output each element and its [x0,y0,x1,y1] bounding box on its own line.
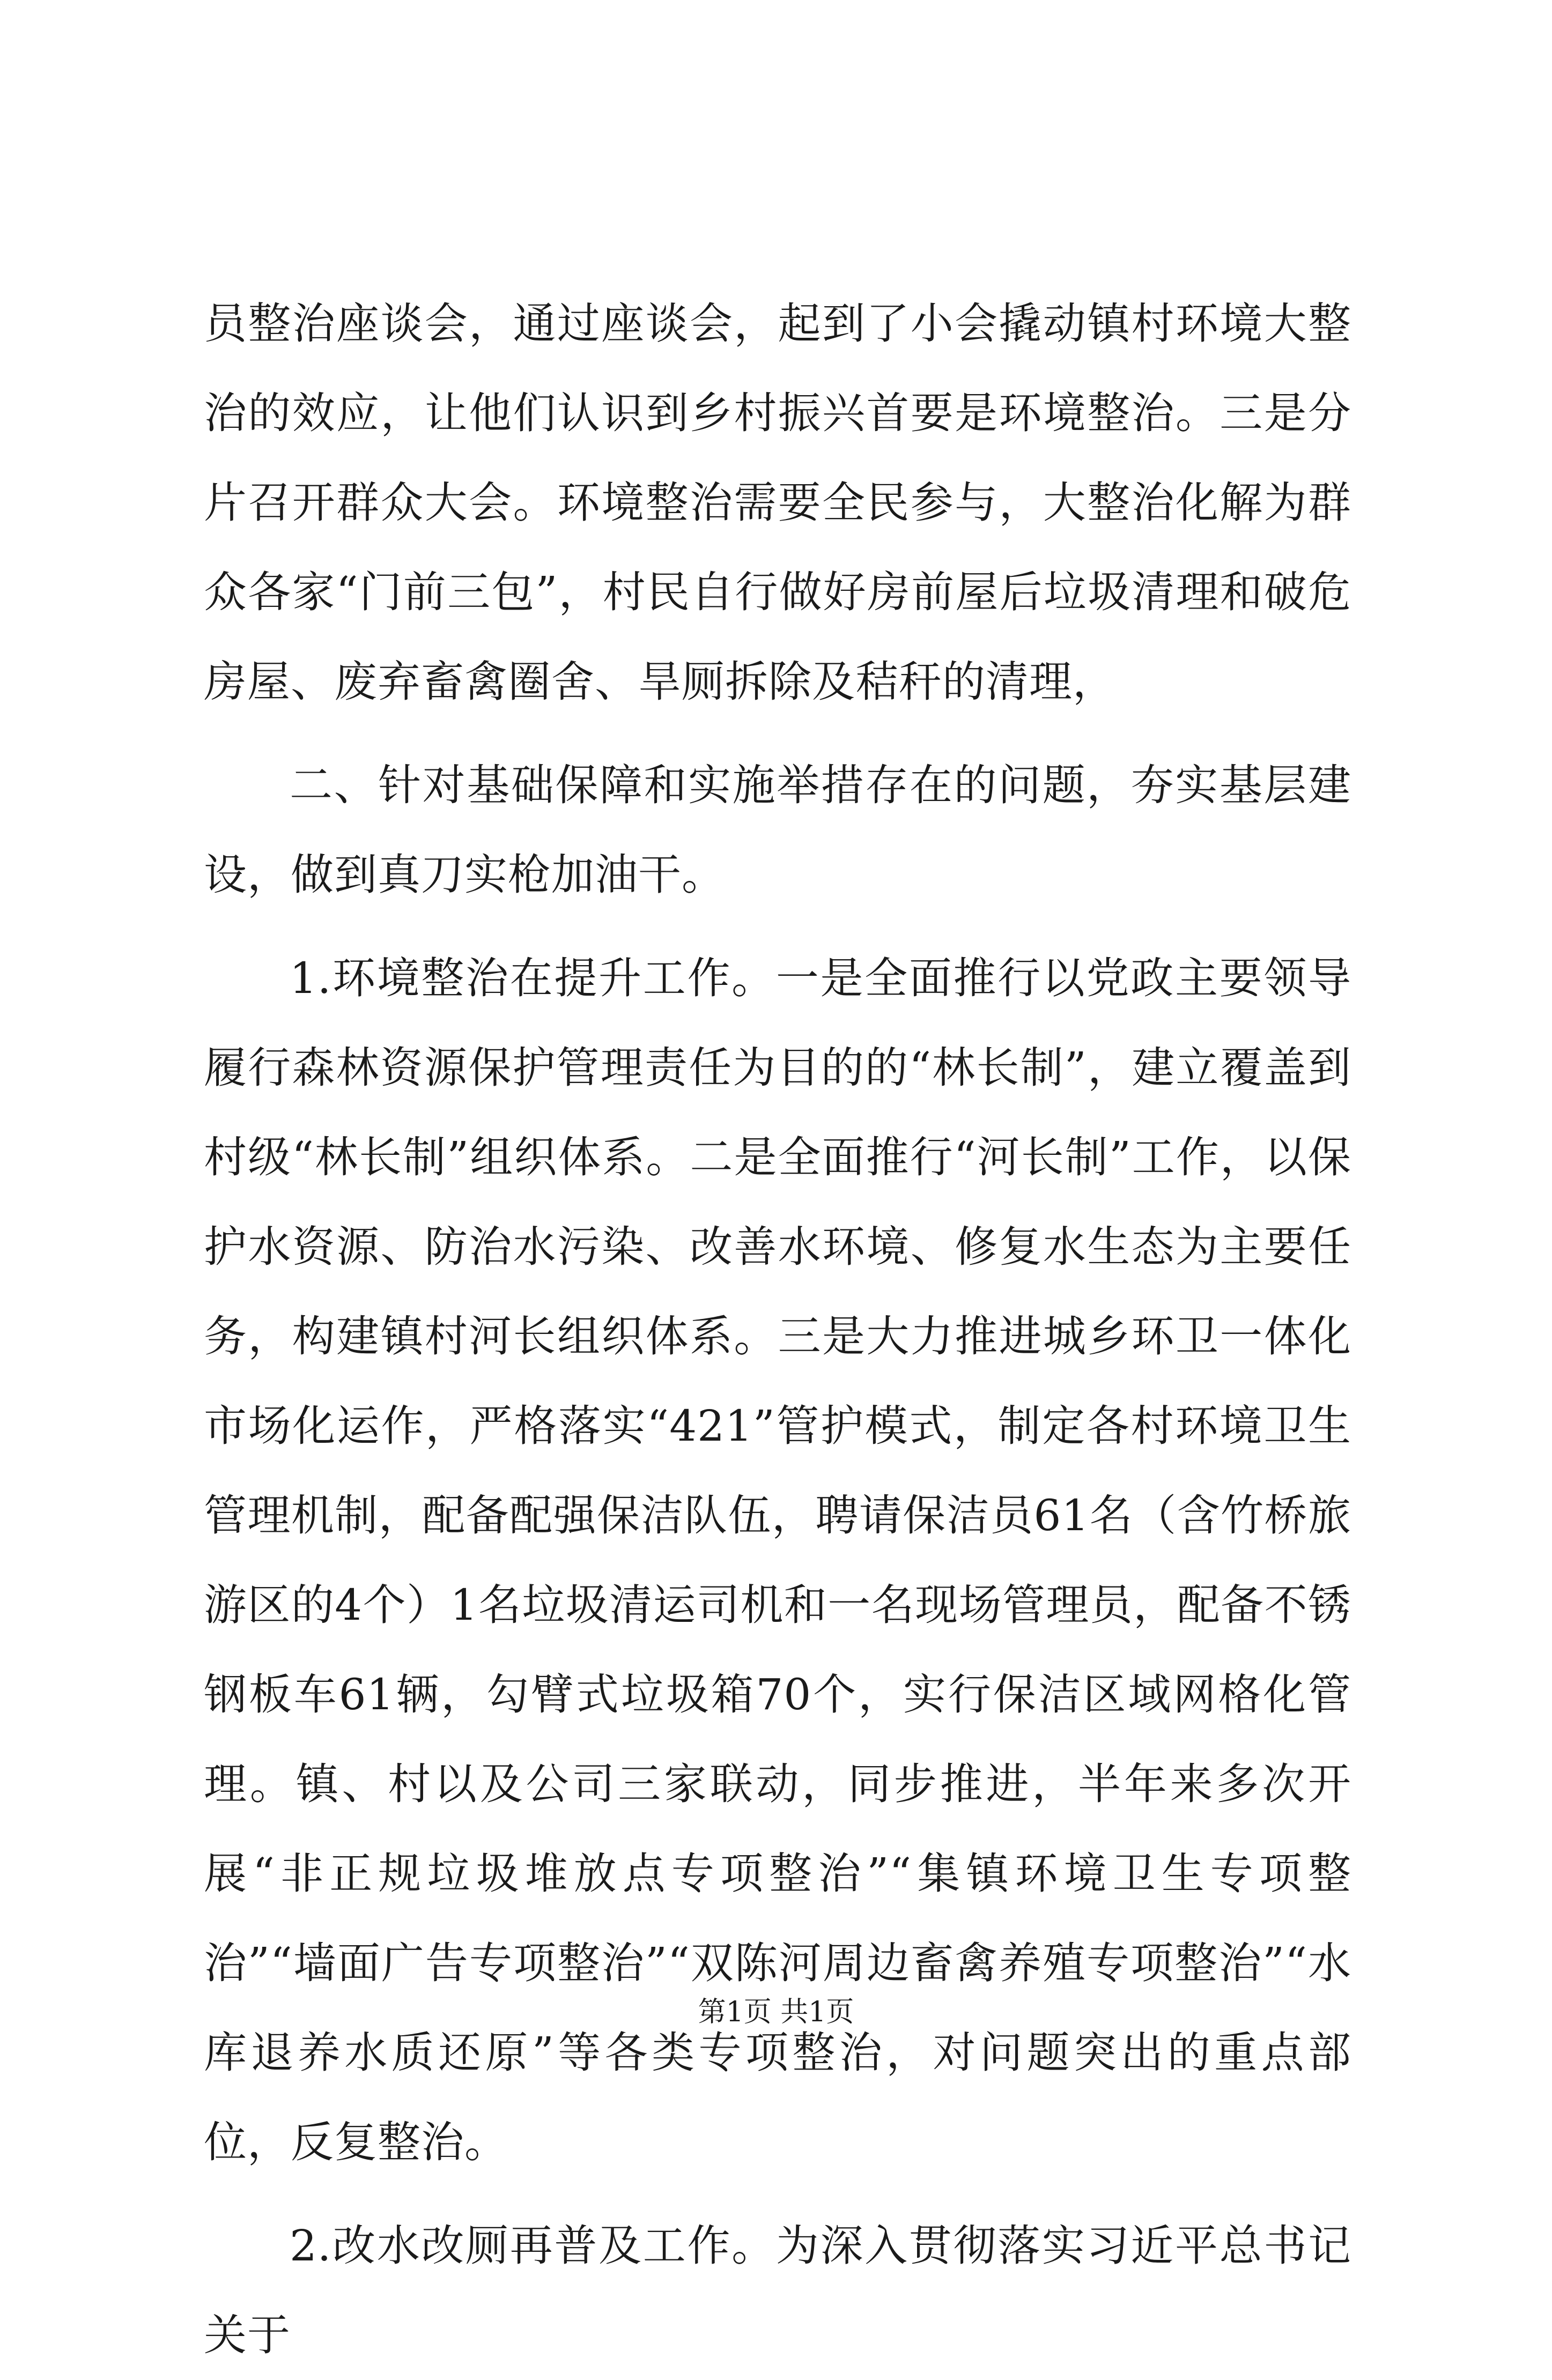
paragraph-section-two-heading: 二、针对基础保障和实施举措存在的问题，夯实基层建设，做到真刀实枪加油干。 [204,760,1351,900]
paragraph-item-2: 2.改水改厕再普及工作。为深入贯彻落实习近平总书记关于 [204,2221,1351,2360]
document-body [204,279,1351,2380]
page-number-footer: 第1页 共1页 [698,1996,854,2028]
paragraph-continuation: 员整治座谈会，通过座谈会，起到了小会撬动镇村环境大整治的效应，让他们认识到乡村振兴首要是环境整治。三是分片召开群众大会。环境整治需要全民参与，大整治化解为群众各家“门前三包”，村民自行做好房前屋后垃圾清理和破危房屋、废弃畜禽圈舍、旱厕拆除及秸秆的清理， [204,299,1351,707]
paragraph-item-1: 1.环境整治在提升工作。一是全面推行以党政主要领导履行森林资源保护管理责任为目的的“林长制”，建立覆盖到村级“林长制”组织体系。二是全面推行“河长制”工作，以保护水资源、防治水污染、改善水环境、修复水生态为主要任务，构建镇村河长组织体系。三是大力推进城乡环卫一体化市场化运作，严格落实“421”管护模式，制定各村环境卫生管理机制，配备配强保洁队伍，聘请保洁员61名（含竹桥旅游区的4个）1名垃圾清运司机和一名现场管理员，配备不锈钢板车61辆，勾臂式垃圾箱70个，实行保洁区域网格化管理。镇、村以及公司三家联动，同步推进，半年来多次开展“非正规垃圾堆放点专项整治”“集镇环境卫生专项整治”“墙面广告专项整治”“双陈河周边畜禽养殖专项整治”“水库退养水质还原”等各类专项整治，对问题突出的重点部位，反复整治。 [204,953,1351,2167]
